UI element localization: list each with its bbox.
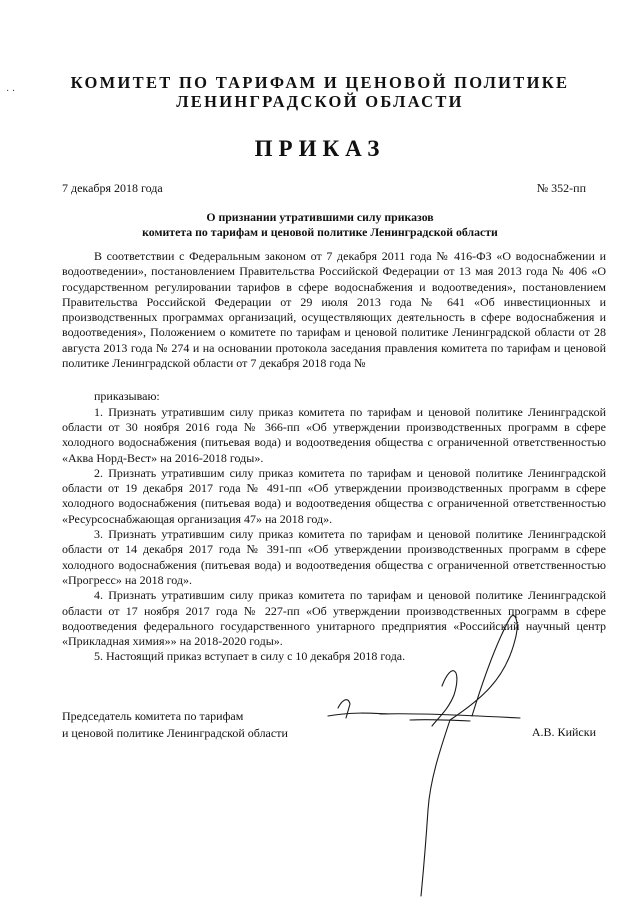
position-line2: и ценовой политике Ленинградской области bbox=[62, 726, 288, 740]
handwritten-signature bbox=[320, 600, 530, 900]
signatory-position bbox=[62, 708, 288, 742]
order-item: 1. Признать утратившим силу приказ комитета по тарифам и ценовой политике Ленинградской области от 30 ноября 2016 года № 366-пп «Об утверждении производственных программ в сфере холодного водоснабжения (питьевая вода) и водоотведения общества с ограниченной ответственностью «Аква Норд-Вест» на 2016-2018 годы». bbox=[62, 404, 606, 465]
org-name-line2: ЛЕНИНГРАДСКОЙ ОБЛАСТИ bbox=[176, 92, 464, 111]
document-subject bbox=[0, 210, 640, 240]
org-name-line1: КОМИТЕТ ПО ТАРИФАМ И ЦЕНОВОЙ ПОЛИТИКЕ bbox=[70, 73, 570, 92]
order-item: 3. Признать утратившим силу приказ комитета по тарифам и ценовой политике Ленинградской области от 14 декабря 2017 года № 391-пп «Об утверждении производственных программ в сфере холодного водоснабжения (питьевая вода) и водоотведения общества с ограниченной ответственностью «Прогресс» на 2018 год». bbox=[62, 527, 606, 587]
position-line1: Председатель комитета по тарифам bbox=[62, 709, 244, 723]
signatory-name: А.В. Кийски bbox=[531, 725, 596, 739]
subject-line2: комитета по тарифам и ценовой политике Ленинградской области bbox=[142, 225, 498, 239]
subject-line1: О признании утратившими силу приказов bbox=[206, 210, 434, 224]
document-date: 7 декабря 2018 года bbox=[62, 181, 163, 195]
order-word: приказываю: bbox=[94, 389, 160, 404]
document-number: № 352-пп bbox=[536, 181, 586, 195]
preamble-paragraph: В соответствии с Федеральным законом от 7 декабря 2011 года № 416-ФЗ «О водоснабжении и водоотведении», постановлением Правительства Российской Федерации от 13 мая 2013 года № 406 «О государственном регулировании тарифов в сфере водоснабжения и водоотведения», постановлением Правительства Российской Федерации от 29 июля 2013 года № 641 «Об инвестиционных и производственных программах организаций, осуществляющих деятельность в сфере водоснабжения и водоотведения», Положением о комитете по тарифам и ценовой политике Ленинградской области от 28 августа 2013 года № 274 и на основании протокола заседания правления комитета по тарифам и ценовой политике Ленинградской области от 7 декабря 2018 года № bbox=[62, 249, 606, 371]
order-item: 5. Настоящий приказ вступает в силу с 10 декабря 2018 года. bbox=[94, 649, 406, 664]
scan-mark: · · bbox=[6, 86, 16, 97]
order-item: 2. Признать утратившим силу приказ комитета по тарифам и ценовой политике Ленинградской области от 19 декабря 2017 года № 491-пп «Об утверждении производственных программ в сфере холодного водоснабжения (питьевая вода) и водоотведения общества с ограниченной ответственностью «Ресурсоснабжающая организация 47» на 2018 год». bbox=[62, 465, 606, 526]
document-title: ПРИКАЗ bbox=[254, 136, 386, 161]
order-item: 4. Признать утратившим силу приказ комитета по тарифам и ценовой политике Ленинградской области от 17 ноября 2017 года № 227-пп «Об утверждении производственных программ в сфере водоотведения федерального государственного унитарного предприятия «Российский научный центр «Прикладная химия»» на 2018-2020 годы». bbox=[62, 588, 606, 649]
